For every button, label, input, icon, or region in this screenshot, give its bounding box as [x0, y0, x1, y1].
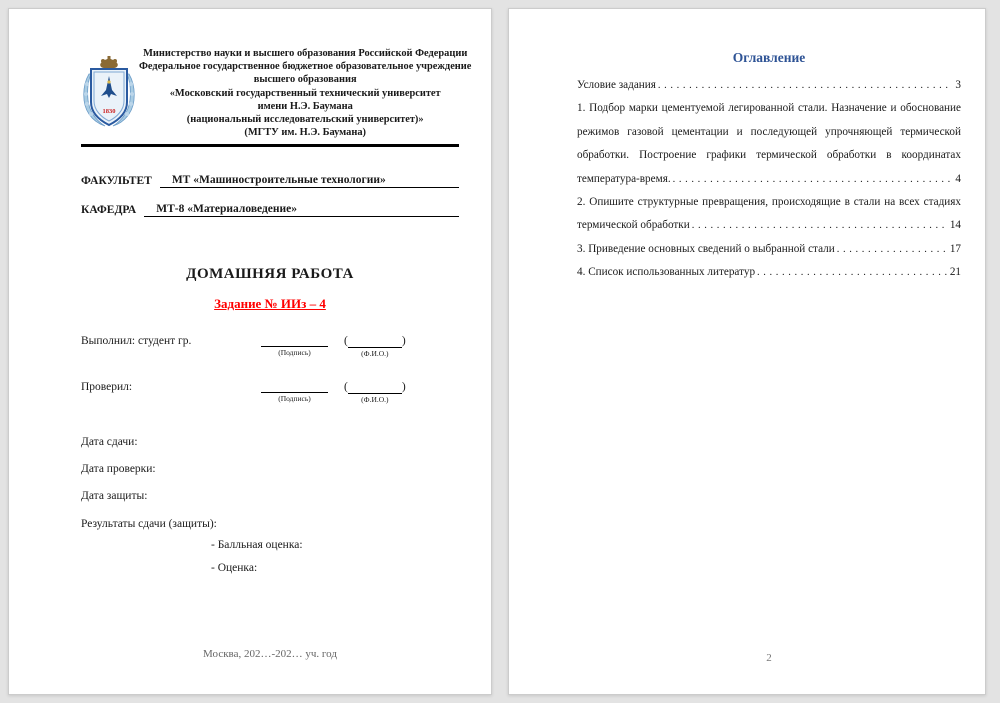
checked-by-row	[81, 381, 459, 404]
dot-leader	[837, 238, 947, 261]
toc-entry	[577, 97, 961, 191]
svg-text:1830: 1830	[102, 108, 116, 115]
toc-entry	[577, 191, 961, 238]
toc-page-number: 14	[949, 219, 961, 232]
name-caption: (Ф.И.О.)	[361, 395, 389, 405]
faculty-field	[81, 174, 459, 188]
header-line: (национальный исследовательский университет)»	[186, 114, 424, 126]
signature-blank	[261, 381, 328, 403]
header-line: (МГТУ им. Н.Э. Баумана)	[244, 127, 367, 139]
toc-entry-text: Условие задания	[577, 79, 656, 91]
toc-entry-line: обработки. Построение графики термической обработки в координатах	[577, 149, 961, 162]
toc-entry-line: режимов газовой цементации и последующей упрочняющей термической	[577, 125, 961, 138]
dates-block	[81, 436, 459, 502]
performed-by-label: Выполнил: студент гр.	[81, 335, 192, 348]
toc-entry-text: термической обработки	[577, 219, 690, 232]
signature-caption: (Подпись)	[278, 394, 311, 404]
toc-entry-text: 4. Список использованных литератур	[577, 266, 756, 279]
toc-page-number: 21	[949, 266, 961, 279]
toc-entry	[577, 238, 961, 261]
toc-page	[508, 8, 986, 695]
faculty-value: МТ «Машиностроительные технологии»	[160, 174, 459, 188]
city-year-footer: Москва, 202…-202… уч. год	[203, 648, 337, 660]
faculty-label: ФАКУЛЬТЕТ	[81, 175, 152, 188]
score-points-label: - Балльная оценка:	[211, 539, 303, 552]
department-value: МТ-8 «Материаловедение»	[144, 203, 459, 217]
toc-entry-line: 1. Подбор марки цементуемой легированной стали. Назначение и обоснование	[577, 102, 961, 115]
name-line	[348, 382, 402, 394]
toc-entry-last-line	[577, 168, 961, 191]
signature-line	[261, 381, 328, 393]
department-field	[81, 203, 459, 217]
toc-entry-text: температура-время.	[577, 172, 671, 185]
name-caption: (Ф.И.О.)	[361, 349, 389, 359]
name-line-wrap	[344, 335, 406, 348]
name-line	[348, 336, 402, 348]
header-line: высшего образования	[253, 74, 357, 86]
university-name-block	[139, 47, 471, 139]
toc-title: Оглавление	[732, 50, 806, 65]
toc-page-number: 4	[955, 172, 961, 185]
header-line: «Московский государственный технический университет	[169, 87, 441, 99]
checked-by-label: Проверил:	[81, 381, 133, 394]
toc-entry-text: 3. Приведение основных сведений о выбранной стали	[577, 242, 835, 255]
performed-by-row	[81, 335, 459, 358]
document-title: ДОМАШНЯЯ РАБОТА	[186, 266, 354, 283]
toc-page-number: 17	[949, 242, 961, 255]
dot-leader	[757, 261, 947, 284]
header-divider	[81, 144, 459, 147]
header-line: Федеральное государственное бюджетное образовательное учреждение	[139, 61, 472, 73]
title-page	[8, 8, 492, 695]
name-line-wrap	[344, 381, 406, 394]
date-checked-label: Дата проверки:	[81, 463, 156, 476]
toc-entry-last-line	[577, 214, 961, 237]
university-logo	[81, 56, 139, 133]
assignment-number: Задание № ИИз – 4	[214, 296, 326, 312]
university-header	[81, 47, 472, 139]
signature-caption: (Подпись)	[278, 348, 311, 358]
signature-line	[261, 335, 328, 347]
department-label: КАФЕДРА	[81, 204, 137, 217]
header-line: Министерство науки и высшего образования Российской Федерации	[143, 48, 468, 59]
toc-list	[577, 74, 961, 285]
page-number: 2	[766, 652, 772, 664]
dot-leader	[673, 168, 953, 191]
toc-page-number: 3	[955, 79, 961, 91]
results-label: Результаты сдачи (защиты):	[81, 518, 217, 531]
name-blank	[344, 381, 406, 404]
toc-entry	[577, 74, 961, 97]
coat-of-arms-icon	[81, 56, 137, 128]
header-line: имени Н.Э. Баумана	[257, 100, 353, 112]
toc-entry-line: 2. Опишите структурные превращения, происходящие в стали на всех стадиях	[577, 196, 961, 209]
signature-blank	[261, 335, 328, 357]
grade-label: - Оценка:	[211, 562, 258, 575]
toc-entry	[577, 261, 961, 284]
dot-leader	[692, 214, 947, 237]
dot-leader	[658, 74, 952, 97]
date-submitted-label: Дата сдачи:	[81, 436, 138, 449]
date-defended-label: Дата защиты:	[81, 490, 148, 503]
name-blank	[344, 335, 406, 358]
